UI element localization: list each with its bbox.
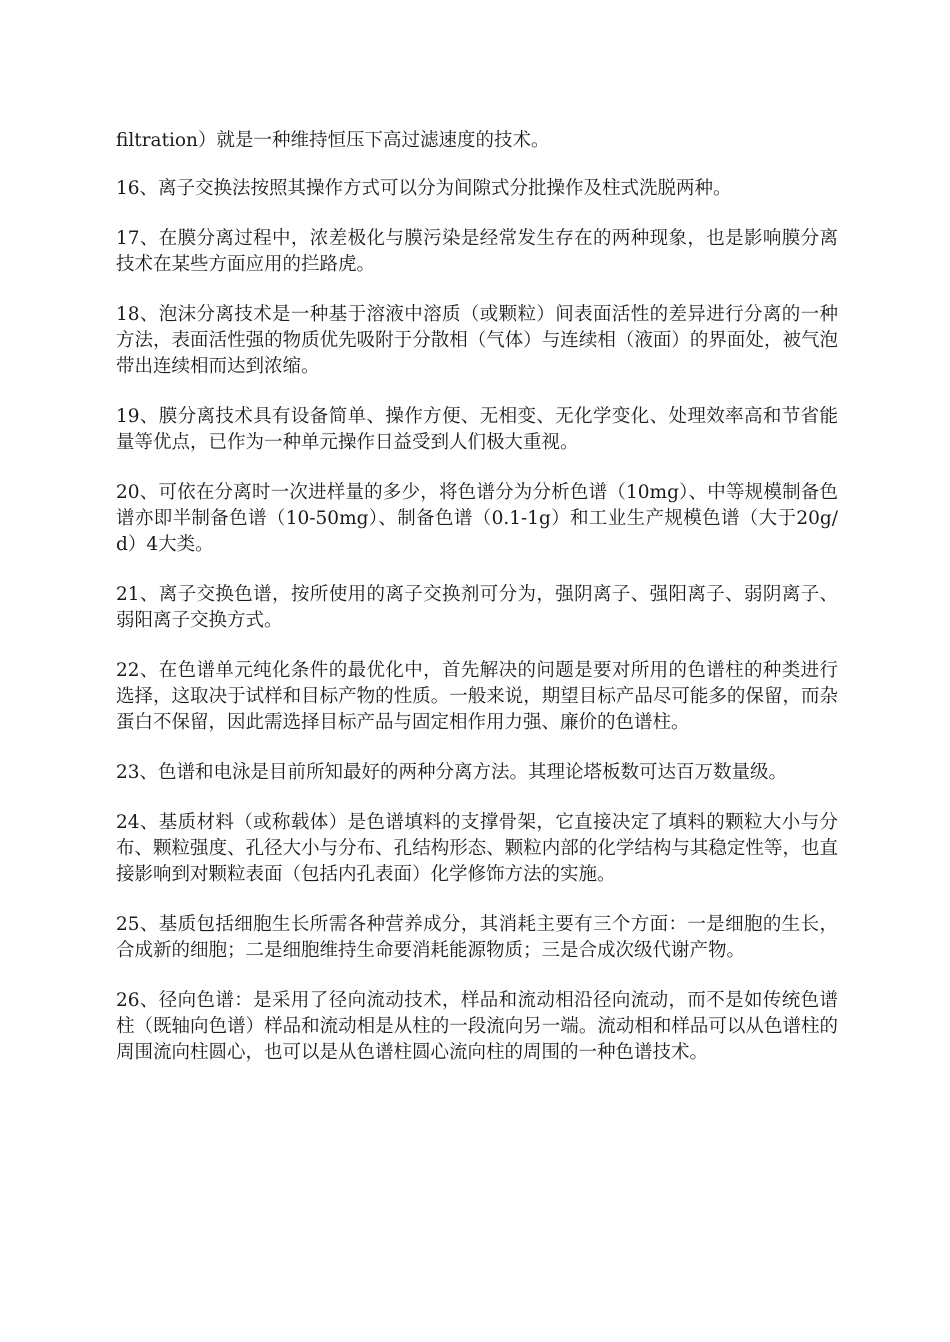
paragraph-item-16: 16、离子交换法按照其操作方式可以分为间隙式分批操作及柱式洗脱两种。: [116, 178, 732, 199]
paragraph-item-21: 21、离子交换色谱，按所使用的离子交换剂可分为，强阴离子、强阳离子、弱阴离子、弱阳离子交换方式。: [116, 584, 838, 631]
paragraph-item-18: 18、泡沫分离技术是一种基于溶液中溶质（或颗粒）间表面活性的差异进行分离的一种方法，表面活性强的物质优先吸附于分散相（气体）与连续相（液面）的界面处，被气泡带出连续相而达到浓缩。: [116, 304, 838, 377]
paragraph-item-17: 17、在膜分离过程中，浓差极化与膜污染是经常发生存在的两种现象，也是影响膜分离技术在某些方面应用的拦路虎。: [116, 228, 838, 275]
paragraph-continuation: filtration）就是一种维持恒压下高过滤速度的技术。: [116, 130, 550, 151]
paragraph-item-20: 20、可依在分离时一次进样量的多少，将色谱分为分析色谱（10mg）、中等规模制备色谱亦即半制备色谱（10-50mg）、制备色谱（0.1-1g）和工业生产规模色谱（大于20g/d）4大类。: [116, 482, 838, 555]
paragraph-item-22: 22、在色谱单元纯化条件的最优化中，首先解决的问题是要对所用的色谱柱的种类进行选择，这取决于试样和目标产物的性质。一般来说，期望目标产品尽可能多的保留，而杂蛋白不保留，因此需选择目标产品与固定相作用力强、廉价的色谱柱。: [116, 660, 838, 733]
paragraph-item-19: 19、膜分离技术具有设备简单、操作方便、无相变、无化学变化、处理效率高和节省能量等优点，已作为一种单元操作日益受到人们极大重视。: [116, 406, 838, 453]
paragraph-item-23: 23、色谱和电泳是目前所知最好的两种分离方法。其理论塔板数可达百万数量级。: [116, 762, 788, 783]
paragraph-item-26: 26、径向色谱：是采用了径向流动技术，样品和流动相沿径向流动，而不是如传统色谱柱（既轴向色谱）样品和流动相是从柱的一段流向另一端。流动相和样品可以从色谱柱的周围流向柱圆心，也可以是从色谱柱圆心流向柱的周围的一种色谱技术。: [116, 990, 838, 1063]
paragraph-item-24: 24、基质材料（或称载体）是色谱填料的支撑骨架，它直接决定了填料的颗粒大小与分布、颗粒强度、孔径大小与分布、孔结构形态、颗粒内部的化学结构与其稳定性等，也直接影响到对颗粒表面（包括内孔表面）化学修饰方法的实施。: [116, 812, 838, 885]
paragraph-item-25: 25、基质包括细胞生长所需各种营养成分，其消耗主要有三个方面：一是细胞的生长，合成新的细胞；二是细胞维持生命要消耗能源物质；三是合成次级代谢产物。: [116, 914, 838, 961]
document-page: [116, 128, 838, 1090]
